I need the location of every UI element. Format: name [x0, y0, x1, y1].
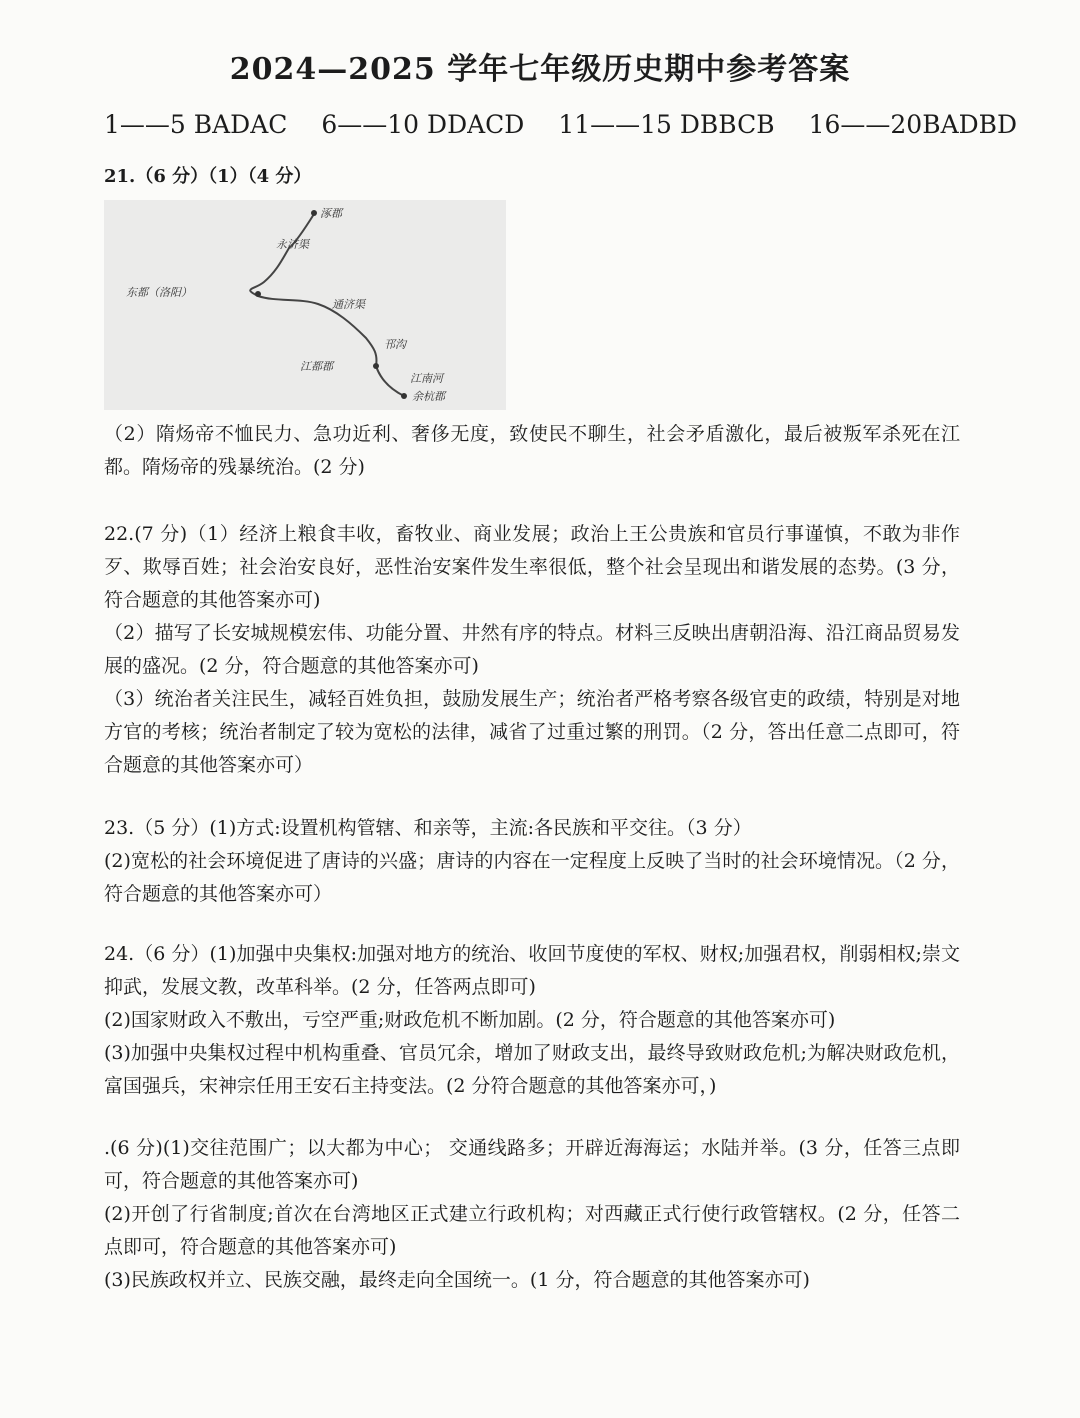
q25-answers	[104, 1132, 960, 1297]
q21-p2: （2）隋炀帝不恤民力、急功近利、奢侈无度，致使民不聊生，社会矛盾激化，最后被叛军杀死在江都。隋炀帝的残暴统治。(2 分)	[104, 423, 960, 478]
q21-heading: 21.（6 分）（1）（4 分）	[104, 166, 312, 187]
q24-p3: (3)加强中央集权过程中机构重叠、官员冗余，增加了财政支出，最终导致财政危机;为解决财政危机，富国强兵，宋神宗任用王安石主持变法。(2 分符合题意的其他答案亦可，)	[104, 1042, 960, 1097]
map-label-luoyang: 东都（洛阳）	[126, 286, 192, 299]
map-label-jiangdu: 江都郡	[300, 360, 333, 373]
mc-group-2: 6——10 DDACD	[321, 110, 525, 139]
q22-p1: 22.(7 分)（1）经济上粮食丰收，畜牧业、商业发展；政治上王公贵族和官员行事谨慎，不敢为非作歹、欺辱百姓；社会治安良好，恶性治安案件发生率很低，整个社会呈现出和谐发展的态势。(3 分，符合题意的其他答案亦可)	[104, 523, 960, 611]
mc-group-1: 1——5 BADAC	[104, 110, 288, 139]
q23-answers	[104, 812, 960, 911]
map-label-zhuojun: 涿郡	[320, 207, 342, 220]
zhuojun-dot	[311, 210, 317, 216]
q24-p1: 24.（6 分）(1)加强中央集权:加强对地方的统治、收回节度使的军权、财权;加强君权，削弱相权;崇文抑武，发展文教，改革科举。(2 分，任答两点即可)	[104, 943, 960, 998]
q25-p1: .(6 分)(1)交往范围广；以大都为中心； 交通线路多；开辟近海海运；水陆并举。(3 分，任答三点即可，符合题意的其他答案亦可)	[104, 1137, 960, 1192]
q22-p3: （3）统治者关注民生，减轻百姓负担，鼓励发展生产；统治者严格考察各级官吏的政绩，特别是对地方官的考核；统治者制定了较为宽松的法律，减省了过重过繁的刑罚。（2 分，答出任意二点即可，符合题意的其他答案亦可）	[104, 688, 960, 776]
q22-answers	[104, 518, 960, 782]
canal-map-drawing	[104, 200, 506, 410]
multiple-choice-answers	[104, 110, 1018, 139]
q25-p2: (2)开创了行省制度;首次在台湾地区正式建立行政机构；对西藏正式行使行政管辖权。(2 分，任答二点即可，符合题意的其他答案亦可)	[104, 1203, 960, 1258]
q24-p2: (2)国家财政入不敷出，亏空严重;财政危机不断加剧。(2 分，符合题意的其他答案亦可)	[104, 1009, 836, 1031]
map-label-hangou: 邗沟	[384, 338, 406, 351]
q23-p1: 23.（5 分）(1)方式:设置机构管辖、和亲等，主流:各民族和平交往。（3 分）	[104, 817, 752, 839]
jiangdu-dot	[373, 363, 379, 369]
mc-group-3: 11——15 DBBCB	[558, 110, 775, 139]
map-label-yuhang: 余杭郡	[412, 390, 445, 403]
q22-p2: （2）描写了长安城规模宏伟、功能分置、井然有序的特点。材料三反映出唐朝沿海、沿江商品贸易发展的盛况。(2 分，符合题意的其他答案亦可)	[104, 622, 960, 677]
page-title: 2024—2025 学年七年级历史期中参考答案	[229, 52, 851, 87]
map-label-tongji: 通济渠	[332, 298, 365, 311]
mc-group-4: 16——20BADBD	[808, 110, 1018, 139]
q23-p2: (2)宽松的社会环境促进了唐诗的兴盛；唐诗的内容在一定程度上反映了当时的社会环境情况。（2 分，符合题意的其他答案亦可）	[104, 850, 960, 905]
grand-canal-map	[104, 200, 506, 410]
yuhang-dot	[401, 393, 407, 399]
map-label-jiangnan: 江南河	[410, 372, 443, 385]
map-label-yongji: 永济渠	[276, 238, 309, 251]
q24-answers	[104, 938, 960, 1103]
luoyang-dot	[255, 291, 261, 297]
q25-p3: (3)民族政权并立、民族交融，最终走向全国统一。(1 分，符合题意的其他答案亦可)	[104, 1269, 810, 1291]
q21-answer-2	[104, 418, 960, 484]
